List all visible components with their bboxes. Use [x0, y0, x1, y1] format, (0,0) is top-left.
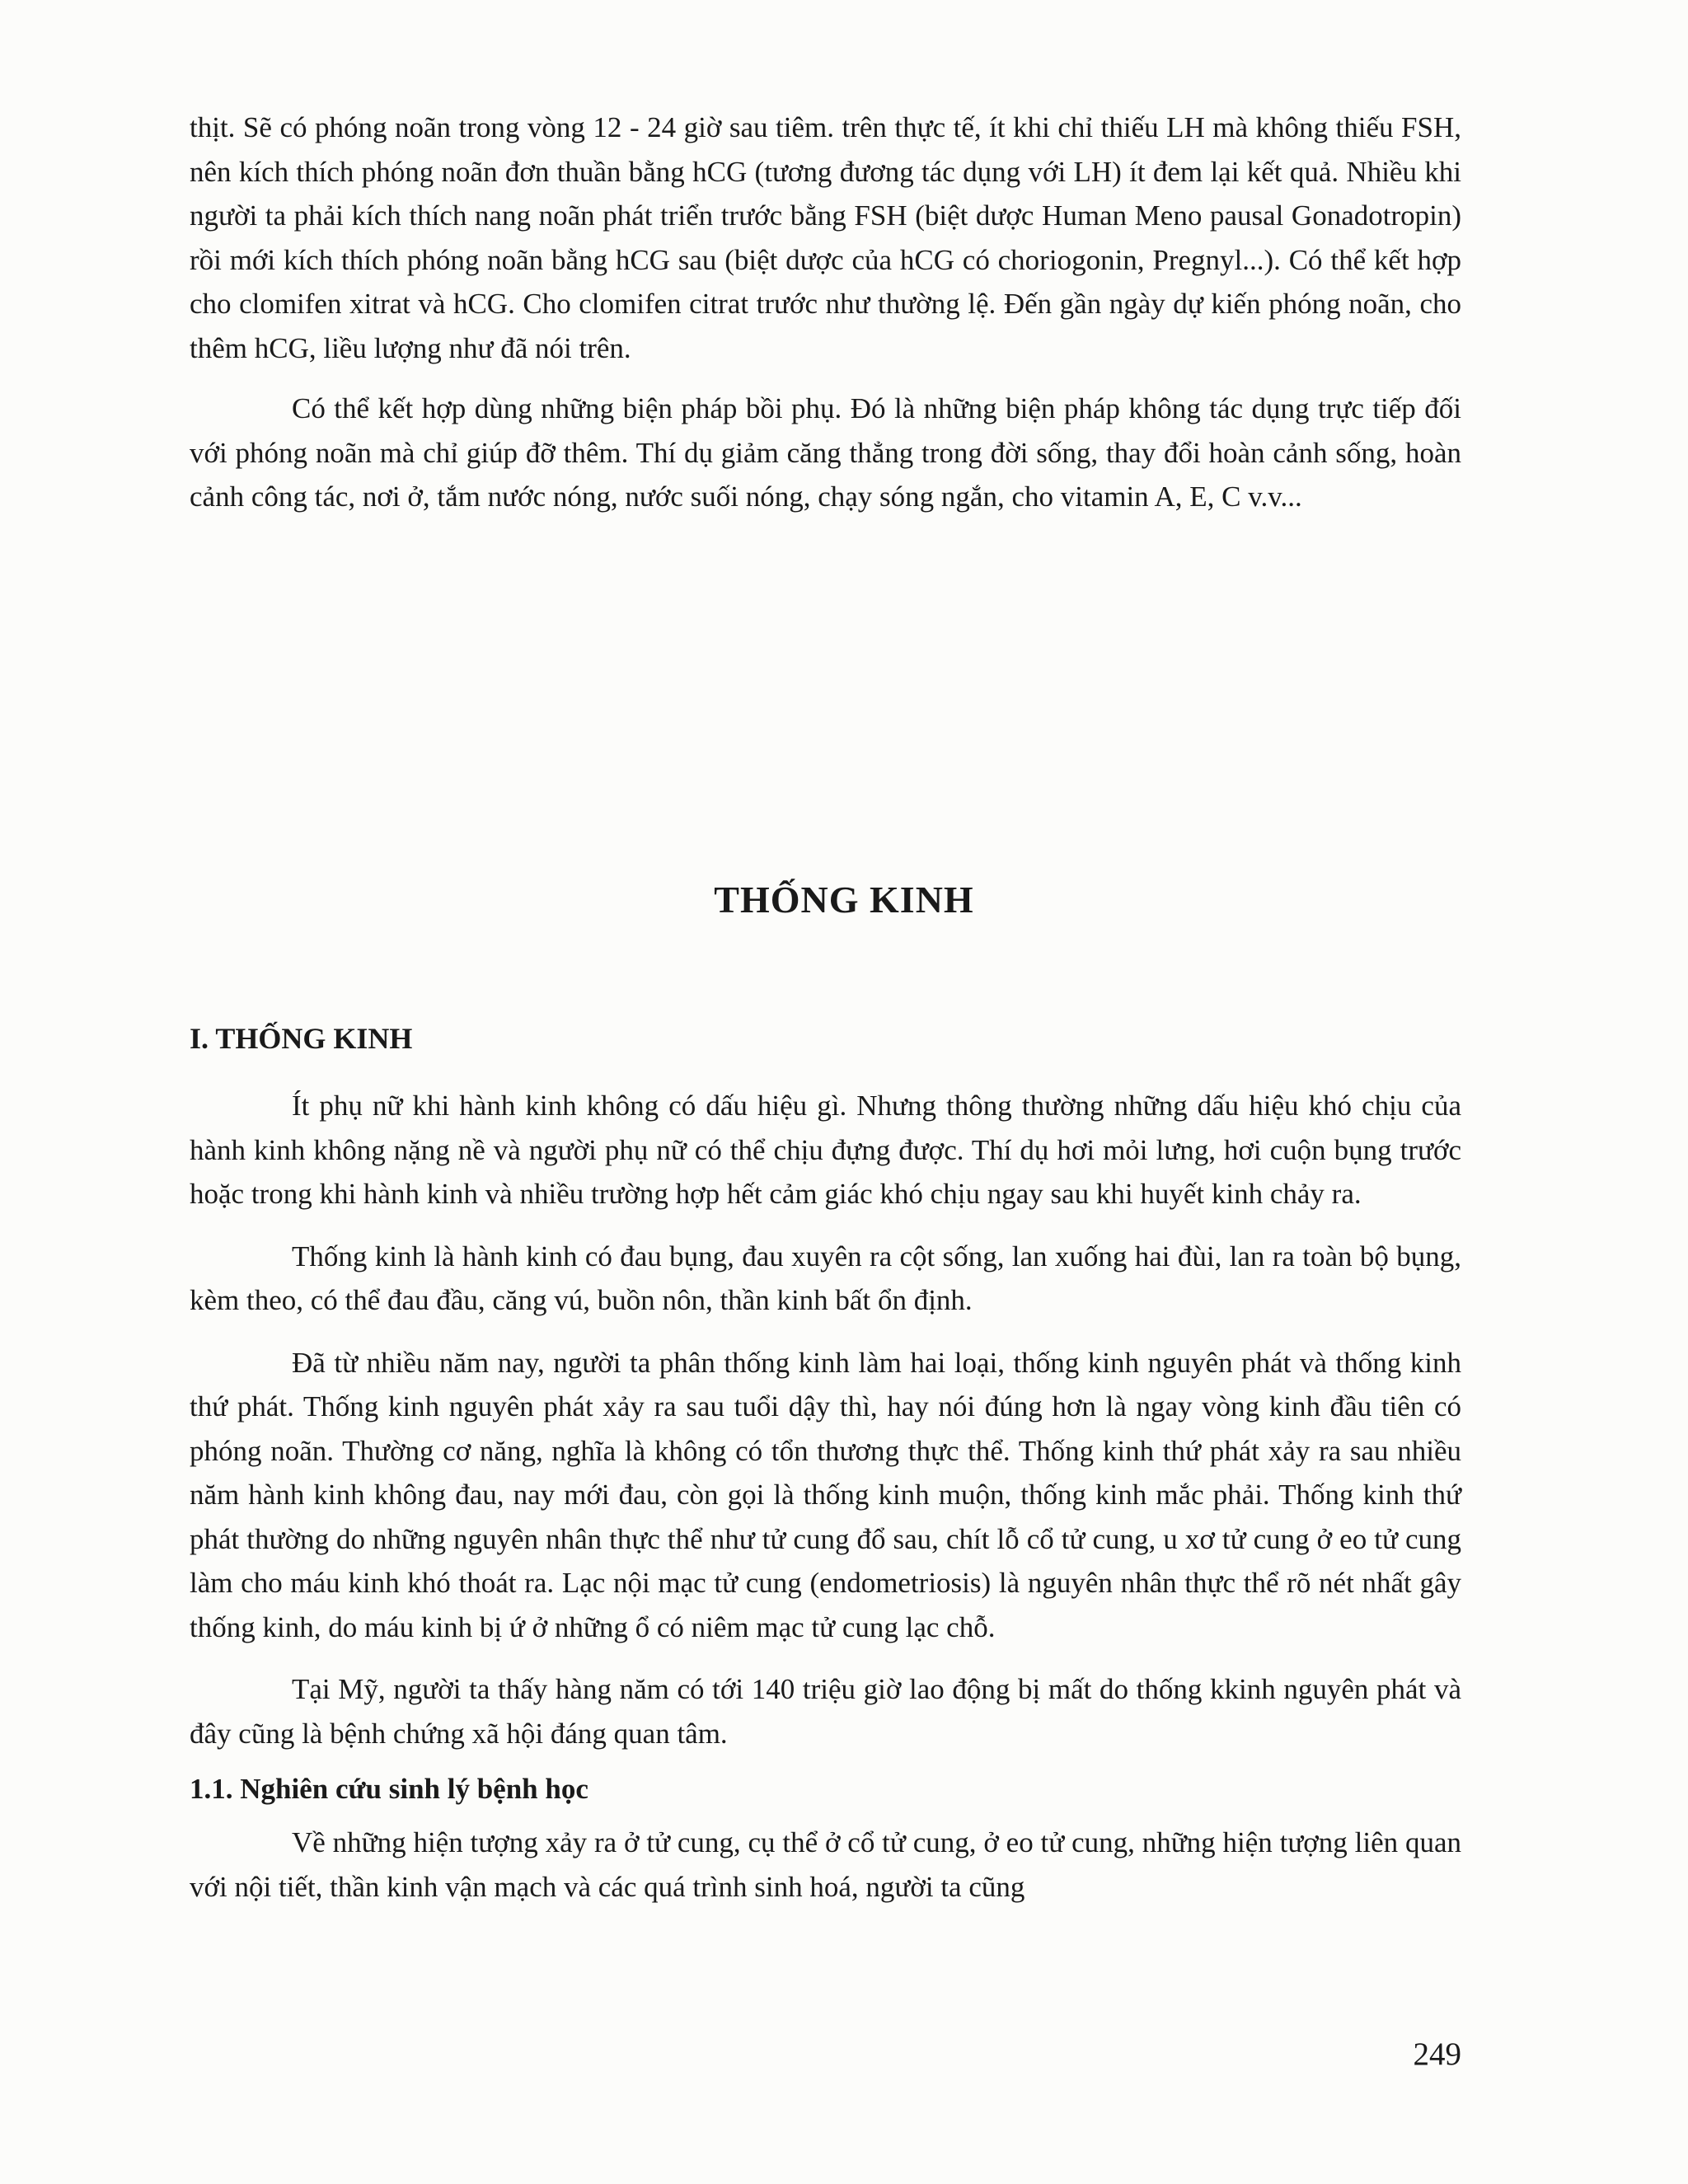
section-heading: I. THỐNG KINH: [190, 1022, 413, 1055]
intro-paragraph-1: thịt. Sẽ có phóng noãn trong vòng 12 - 24 giờ sau tiêm. trên thực tế, ít khi chỉ thiếu LH mà không thiếu FSH, nên kích thích phóng noãn đơn thuần bằng hCG (tương đương tác dụng với LH) ít đem lại kết quả. Nhiều khi người ta phải kích thích nang noãn phát triển trước bằng FSH (biệt dược Human Meno pausal Gonadotropin) rồi mới kích thích phóng noãn bằng hCG sau (biệt dược của hCG có choriogonin, Pregnyl...). Có thể kết hợp cho clomifen xitrat và hCG. Cho clomifen citrat trước như thường lệ. Đến gần ngày dự kiến phóng noãn, cho thêm hCG, liều lượng như đã nói trên.: [190, 111, 1461, 364]
intro-paragraph-2: Có thể kết hợp dùng những biện pháp bồi phụ. Đó là những biện pháp không tác dụng trực tiếp đối với phóng noãn mà chỉ giúp đỡ thêm. Thí dụ giảm căng thẳng trong đời sống, thay đổi hoàn cảnh sống, hoàn cảnh công tác, nơi ở, tắm nước nóng, nước suối nóng, chạy sóng ngắn, cho vitamin A, E, C v.v...: [190, 392, 1461, 513]
page-body: [190, 105, 1461, 519]
subsection-paragraph-1: Về những hiện tượng xảy ra ở tử cung, cụ thể ở cổ tử cung, ở eo tử cung, những hiện tượng liên quan với nội tiết, thần kinh vận mạch và các quá trình sinh hoá, người ta cũng: [190, 1826, 1461, 1903]
chapter-title: THỐNG KINH: [714, 879, 974, 921]
section-paragraph-3: Đã từ nhiều năm nay, người ta phân thống kinh làm hai loại, thống kinh nguyên phát và thống kinh thứ phát. Thống kinh nguyên phát xảy ra sau tuổi dậy thì, hay nói đúng hơn là ngay vòng kinh đầu tiên có phóng noãn. Thường cơ năng, nghĩa là không có tổn thương thực thể. Thống kinh thứ phát xảy ra sau nhiều năm hành kinh không đau, nay mới đau, còn gọi là thống kinh muộn, thống kinh mắc phải. Thống kinh thứ phát thường do những nguyên nhân thực thể như tử cung đổ sau, chít lỗ cổ tử cung, u xơ tử cung ở eo tử cung làm cho máu kinh khó thoát ra. Lạc nội mạc tử cung (endometriosis) là nguyên nhân thực thể rõ nét nhất gây thống kinh, do máu kinh bị ứ ở những ổ có niêm mạc tử cung lạc chỗ.: [190, 1346, 1461, 1643]
section-paragraph-1: Ít phụ nữ khi hành kinh không có dấu hiệu gì. Nhưng thông thường những dấu hiệu khó chịu của hành kinh không nặng nề và người phụ nữ có thể chịu đựng được. Thí dụ hơi mỏi lưng, hơi cuộn bụng trước hoặc trong khi hành kinh và nhiều trường hợp hết cảm giác khó chịu ngay sau khi huyết kinh chảy ra.: [190, 1090, 1461, 1210]
page-number: 249: [1413, 2036, 1461, 2072]
section-paragraph-2: Thống kinh là hành kinh có đau bụng, đau xuyên ra cột sống, lan xuống hai đùi, lan ra toàn bộ bụng, kèm theo, có thể đau đầu, căng vú, buồn nôn, thần kinh bất ổn định.: [190, 1240, 1461, 1316]
section-paragraph-4: Tại Mỹ, người ta thấy hàng năm có tới 140 triệu giờ lao động bị mất do thống kkinh nguyên phát và đây cũng là bệnh chứng xã hội đáng quan tâm.: [190, 1673, 1461, 1750]
subsection-heading: 1.1. Nghiên cứu sinh lý bệnh học: [190, 1773, 588, 1805]
section-block: [190, 1017, 1461, 1909]
